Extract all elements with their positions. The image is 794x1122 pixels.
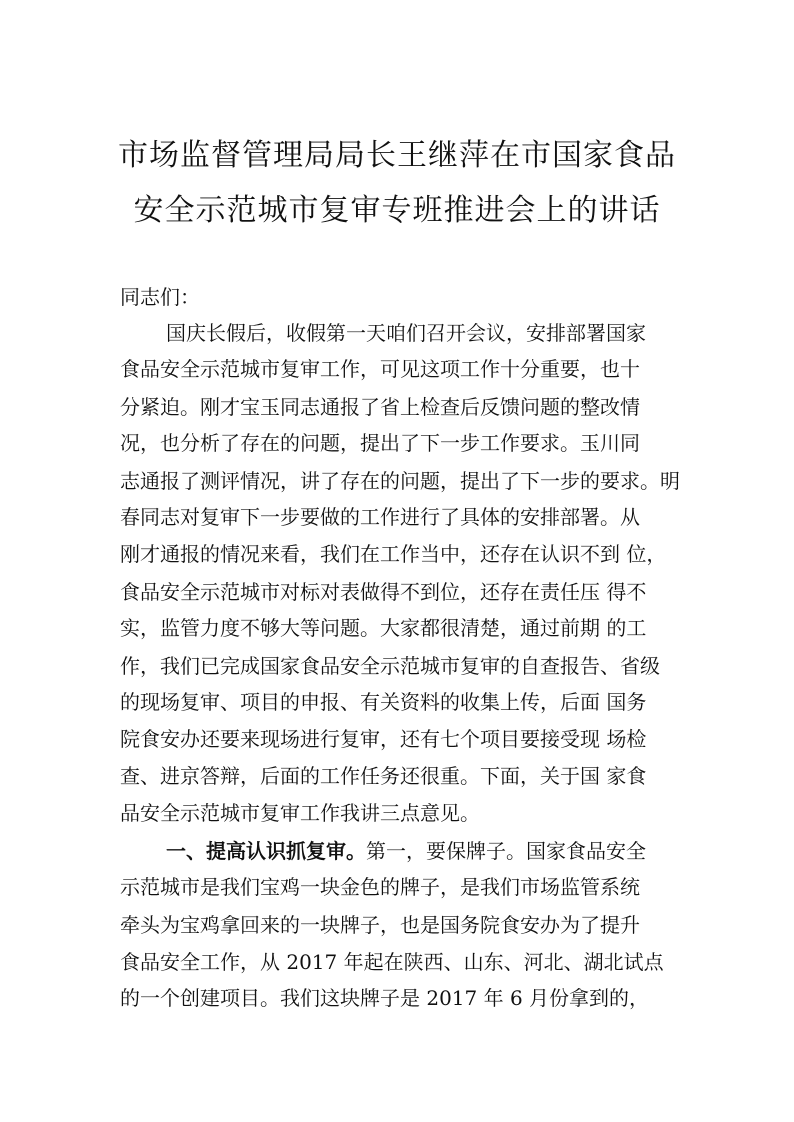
body-line: 国庆长假后，收假第一天咱们召开会议，安排部署国家 xyxy=(166,321,646,345)
body-line: 牵头为宝鸡拿回来的一块牌子，也是国务院食安办为了提升 xyxy=(120,913,640,937)
section-1-heading: 一、提高认识抓复审。 xyxy=(166,839,366,863)
section-1-first-line xyxy=(166,839,646,863)
body-line: 示范城市是我们宝鸡一块金色的牌子，是我们市场监管系统 xyxy=(120,875,640,899)
body-line: 作，我们已完成国家食品安全示范城市复审的自查报告、省级 xyxy=(120,654,660,678)
document-title-line-1: 市场监督管理局局长王继萍在市国家食品 xyxy=(118,138,676,173)
body-line: 院食安办还要来现场进行复审，还有七个项目要接受现 场检 xyxy=(120,727,647,751)
body-line: 的一个创建项目。我们这块牌子是 2017 年 6 月份拿到的， xyxy=(120,986,650,1010)
body-line: 食品安全示范城市对标对表做得不到位，还存在责任压 得不 xyxy=(120,580,647,604)
body-line: 分紧迫。刚才宝玉同志通报了省上检查后反馈问题的整改情 xyxy=(120,395,640,419)
body-line: 查、进京答辩，后面的工作任务还很重。下面，关于国 家食 xyxy=(120,764,647,788)
document-title-line-2: 安全示范城市复审专班推进会上的讲话 xyxy=(133,193,661,228)
body-line: 品安全示范城市复审工作我讲三点意见。 xyxy=(120,801,480,825)
body-line: 食品安全工作，从 2017 年起在陕西、山东、河北、湖北试点 xyxy=(120,950,664,974)
body-line: 况，也分析了存在的问题，提出了下一步工作要求。玉川同 xyxy=(120,431,640,455)
salutation: 同志们： xyxy=(120,285,200,309)
body-line: 刚才通报的情况来看，我们在工作当中，还存在认识不到 位， xyxy=(120,542,667,566)
body-line: 实，监管力度不够大等问题。大家都很清楚，通过前期 的工 xyxy=(120,616,647,640)
section-1-first-line-text: 第一，要保牌子。国家食品安全 xyxy=(366,839,646,863)
body-line: 的现场复审、项目的申报、有关资料的收集上传，后面 国务 xyxy=(120,690,647,714)
body-line: 志通报了测评情况，讲了存在的问题，提出了下一步的要求。明 xyxy=(120,469,680,493)
body-line: 食品安全示范城市复审工作，可见这项工作十分重要，也十 xyxy=(120,357,640,381)
body-line: 春同志对复审下一步要做的工作进行了具体的安排部署。从 xyxy=(120,505,640,529)
